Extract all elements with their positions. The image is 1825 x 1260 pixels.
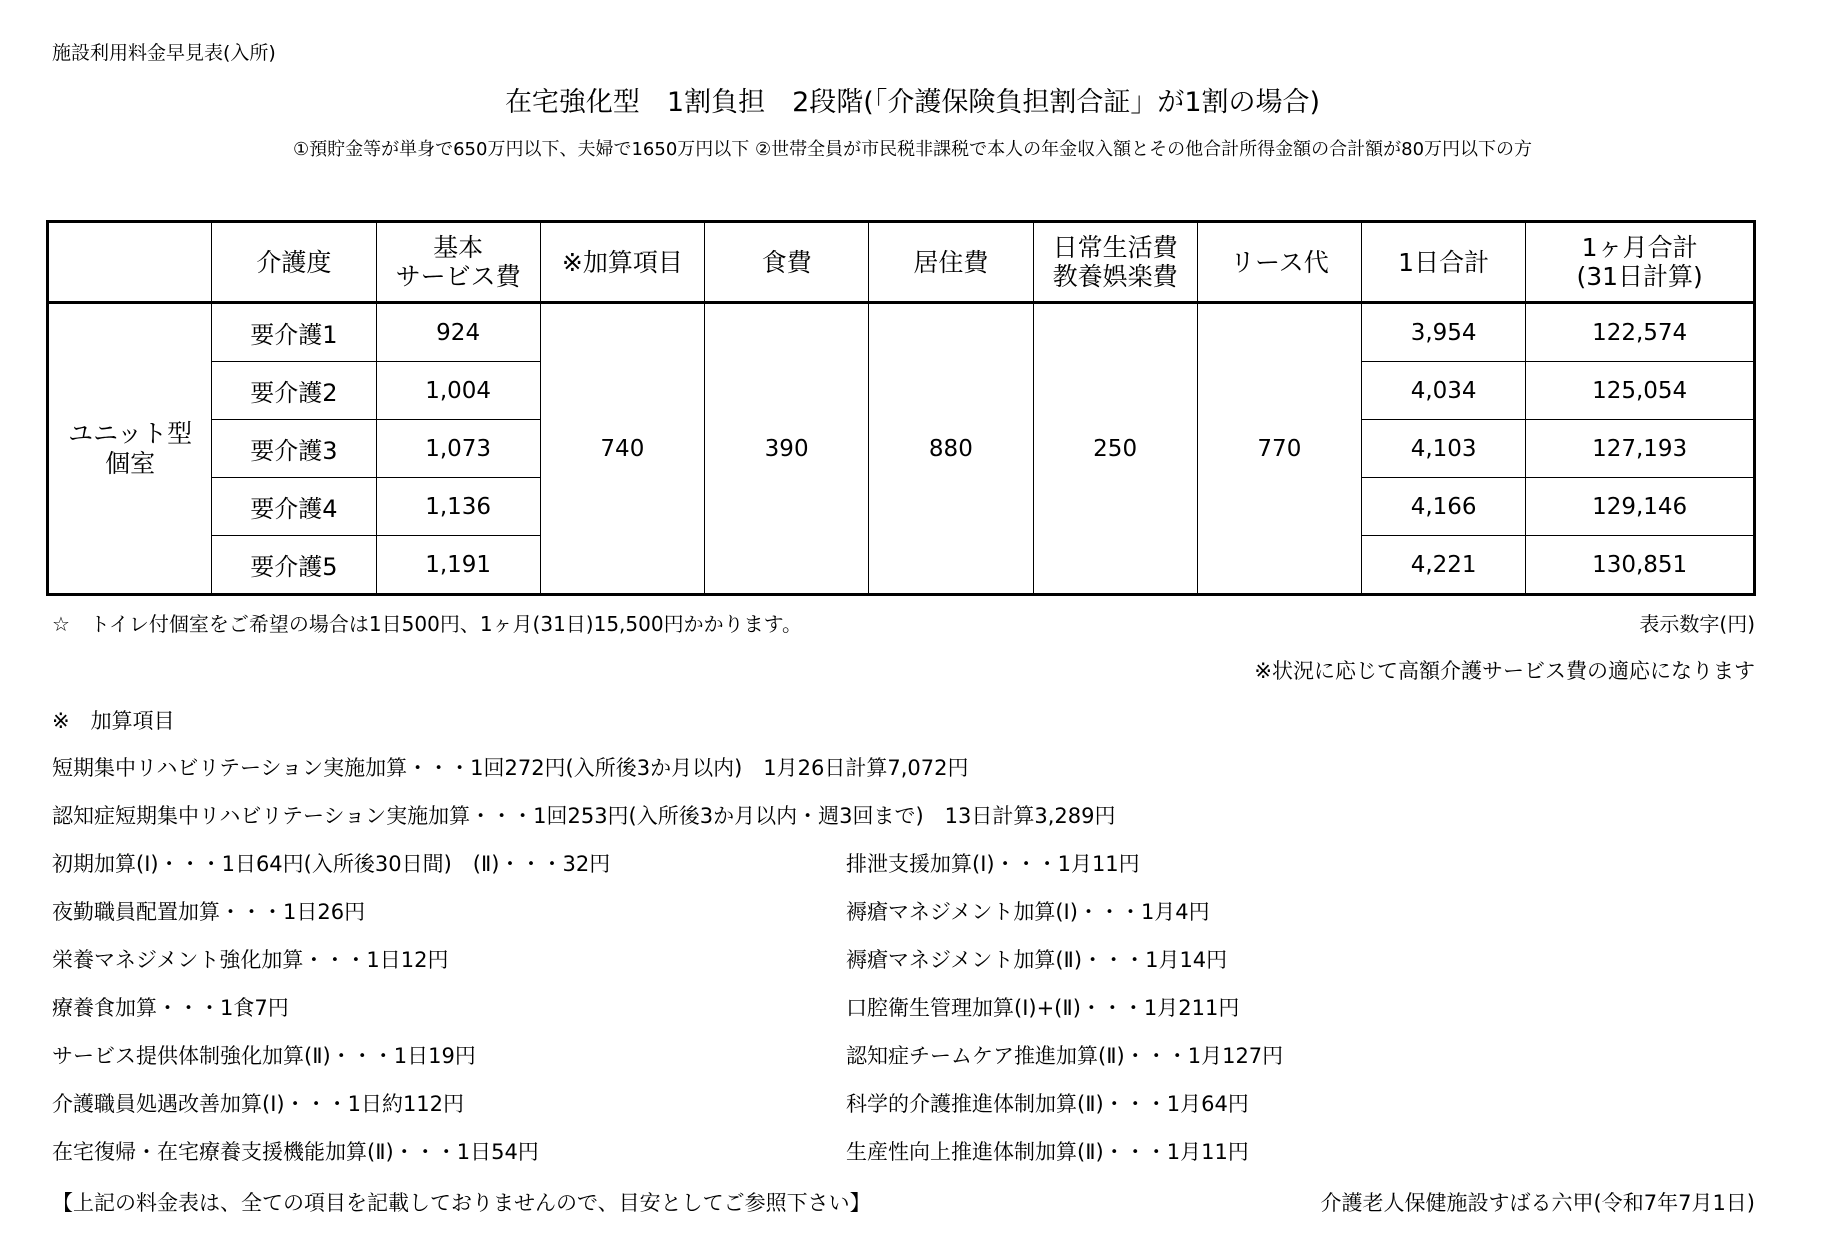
header-monthly-total-line2: (31日計算) xyxy=(1576,262,1703,291)
disclaimer: 【上記の料金表は、全ての項目を記載しておりませんので、目安としてご参照下さい】 xyxy=(52,1191,871,1215)
header-lease: リース代 xyxy=(1197,222,1361,303)
addon-item: 在宅復帰・在宅療養支援機能加算(Ⅱ)・・・1日54円 xyxy=(52,1140,539,1164)
unit-note: 表示数字(円) xyxy=(1639,612,1755,636)
monthly-total-cell: 127,193 xyxy=(1526,420,1755,478)
monthly-total-cell: 125,054 xyxy=(1526,362,1755,420)
header-daily-total: 1日合計 xyxy=(1362,222,1526,303)
basic-service-cell: 1,191 xyxy=(376,536,540,595)
daily-total-cell: 4,166 xyxy=(1362,478,1526,536)
addon-item: 夜勤職員配置加算・・・1日26円 xyxy=(52,900,366,924)
document-label: 施設利用料金早見表(入所) xyxy=(52,42,276,64)
addon-item: 科学的介護推進体制加算(Ⅱ)・・・1月64円 xyxy=(846,1092,1249,1116)
basic-service-cell: 1,136 xyxy=(376,478,540,536)
header-basic-service-line2: サービス費 xyxy=(395,262,521,291)
room-type-line2: 個室 xyxy=(105,448,156,478)
high-cost-note: ※状況に応じて高額介護サービス費の適応になります xyxy=(1254,659,1755,683)
care-level-cell: 要介護5 xyxy=(212,536,376,595)
header-meal: 食費 xyxy=(705,222,869,303)
header-basic-service-line1: 基本 xyxy=(433,233,484,262)
addon-item: サービス提供体制強化加算(Ⅱ)・・・1日19円 xyxy=(52,1044,476,1068)
daily-total-cell: 4,034 xyxy=(1362,362,1526,420)
addon-item: 介護職員処遇改善加算(Ⅰ)・・・1日約112円 xyxy=(52,1092,465,1116)
monthly-total-cell: 122,574 xyxy=(1526,303,1755,362)
room-type-cell xyxy=(48,303,212,595)
daily-total-cell: 4,221 xyxy=(1362,536,1526,595)
daily-expense-cell: 250 xyxy=(1033,303,1197,595)
addon-item: 生産性向上推進体制加算(Ⅱ)・・・1月11円 xyxy=(846,1140,1249,1164)
addon-item: 褥瘡マネジメント加算(Ⅱ)・・・1月14円 xyxy=(846,948,1228,972)
monthly-total-cell: 130,851 xyxy=(1526,536,1755,595)
header-care-level: 介護度 xyxy=(212,222,376,303)
eligibility-conditions: ①預貯金等が単身で650万円以下、夫婦で1650万円以下 ②世帯全員が市民税非課税で本人の年金収入額とその他合計所得金額の合計額が80万円以下の方 xyxy=(292,139,1533,160)
addon-item: 療養食加算・・・1食7円 xyxy=(52,996,289,1020)
care-level-cell: 要介護3 xyxy=(212,420,376,478)
header-monthly-total-line1: 1ヶ月合計 xyxy=(1581,233,1698,262)
room-type-line1: ユニット型 xyxy=(68,418,193,448)
daily-total-cell: 3,954 xyxy=(1362,303,1526,362)
addon-item: 口腔衛生管理加算(Ⅰ)+(Ⅱ)・・・1月211円 xyxy=(846,996,1240,1020)
header-basic-service xyxy=(376,222,540,303)
daily-total-cell: 4,103 xyxy=(1362,420,1526,478)
basic-service-cell: 1,073 xyxy=(376,420,540,478)
addon-item: 排泄支援加算(Ⅰ)・・・1月11円 xyxy=(846,852,1140,876)
header-residence: 居住費 xyxy=(869,222,1033,303)
residence-cell: 880 xyxy=(869,303,1033,595)
toilet-room-note: ☆ トイレ付個室をご希望の場合は1日500円、1ヶ月(31日)15,500円かかります。 xyxy=(52,612,802,636)
addon-item: 短期集中リハビリテーション実施加算・・・1回272円(入所後3か月以内) 1月26日計算7,072円 xyxy=(52,756,969,780)
header-room-type xyxy=(48,222,212,303)
basic-service-cell: 1,004 xyxy=(376,362,540,420)
basic-service-cell: 924 xyxy=(376,303,540,362)
header-daily-expense-line1: 日常生活費 xyxy=(1052,233,1178,262)
addon-item: 褥瘡マネジメント加算(Ⅰ)・・・1月4円 xyxy=(846,900,1210,924)
care-level-cell: 要介護4 xyxy=(212,478,376,536)
addon-item: 認知症短期集中リハビリテーション実施加算・・・1回253円(入所後3か月以内・週3回まで) 13日計算3,289円 xyxy=(52,804,1116,828)
fee-table xyxy=(46,220,1756,596)
addon-item: 認知症チームケア推進加算(Ⅱ)・・・1月127円 xyxy=(846,1044,1284,1068)
header-monthly-total xyxy=(1526,222,1755,303)
care-level-cell: 要介護2 xyxy=(212,362,376,420)
header-daily-expense xyxy=(1033,222,1197,303)
addon-item: 栄養マネジメント強化加算・・・1日12円 xyxy=(52,948,449,972)
table-header-row xyxy=(48,222,1755,303)
header-addon: ※加算項目 xyxy=(540,222,704,303)
facility-name-date: 介護老人保健施設すばる六甲(令和7年7月1日) xyxy=(1320,1191,1755,1215)
addon-cell: 740 xyxy=(540,303,704,595)
header-daily-expense-line2: 教養娯楽費 xyxy=(1052,262,1178,291)
table-row xyxy=(48,303,1755,362)
monthly-total-cell: 129,146 xyxy=(1526,478,1755,536)
addon-heading: ※ 加算項目 xyxy=(52,709,175,733)
meal-cell: 390 xyxy=(705,303,869,595)
lease-cell: 770 xyxy=(1197,303,1361,595)
addon-item: 初期加算(Ⅰ)・・・1日64円(入所後30日間) (Ⅱ)・・・32円 xyxy=(52,852,611,876)
page-title: 在宅強化型 1割負担 2段階(「介護保険負担割合証」が1割の場合) xyxy=(504,87,1321,118)
care-level-cell: 要介護1 xyxy=(212,303,376,362)
